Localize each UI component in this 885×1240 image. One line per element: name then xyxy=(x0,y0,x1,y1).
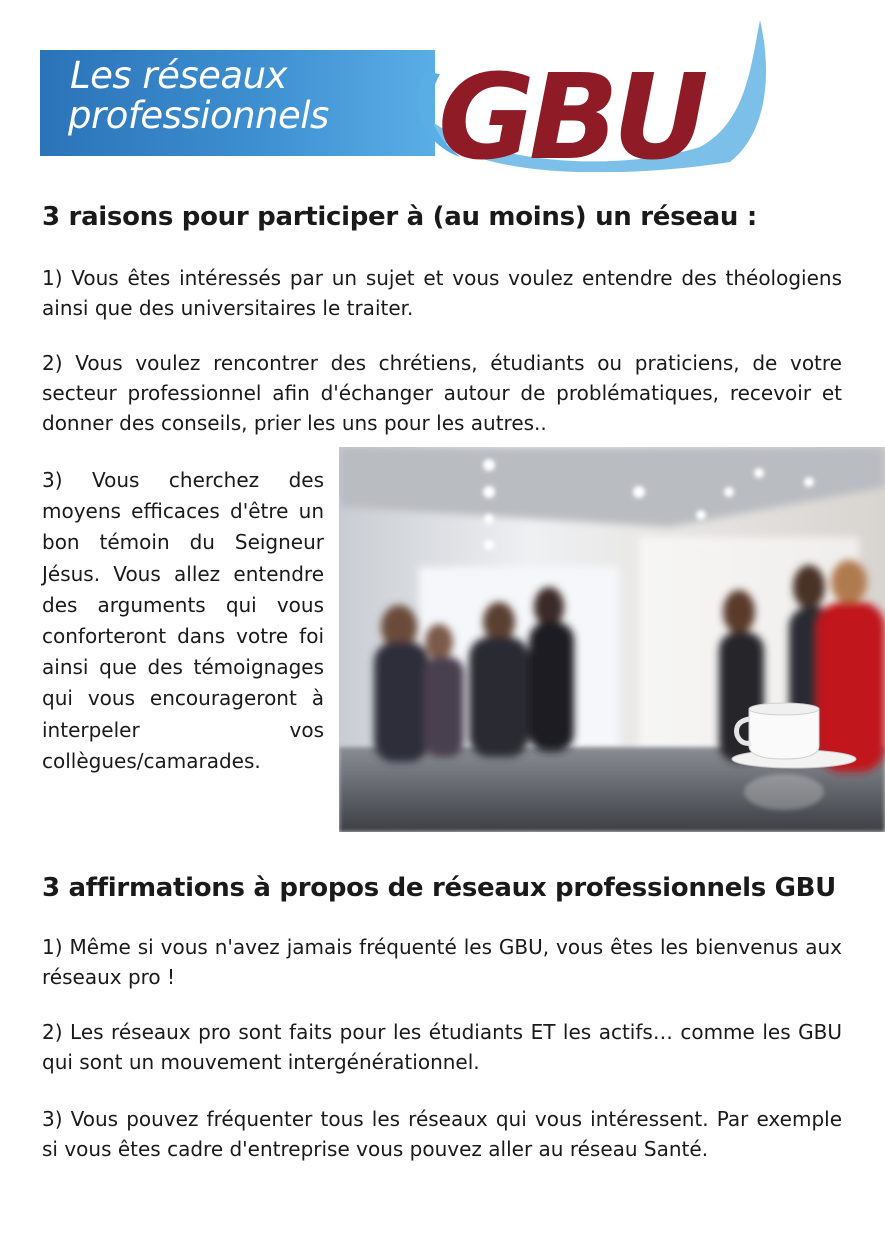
section2-title: 3 affirmations à propos de réseaux professionnels GBU xyxy=(42,873,836,903)
section1-item3: 3) Vous cherchez des moyens efficaces d'être un bon témoin du Seigneur Jésus. Vous allez entendre des arguments qui vous conforteront dans votre foi ainsi que des témoignages qui vous encourageront à interpeler vos collègues/camarades. xyxy=(42,468,324,773)
section1-item2: 2) Vous voulez rencontrer des chrétiens, étudiants ou praticiens, de votre secteur professionnel afin d'échanger autour de problématiques, recevoir et donner des conseils, prier les uns pour les autres.. xyxy=(42,351,842,435)
section1-item1: 1) Vous êtes intéressés par un sujet et vous voulez entendre des théologiens ainsi que des universitaires le traiter. xyxy=(42,266,842,320)
header-banner xyxy=(40,12,770,172)
banner-title xyxy=(70,56,329,136)
logo-text: GBU xyxy=(438,48,703,172)
banner-line-1: Les réseaux xyxy=(70,54,287,97)
networking-event-photo xyxy=(339,447,885,832)
section1-title: 3 raisons pour participer à (au moins) un réseau : xyxy=(42,202,757,232)
section2-item1: 1) Même si vous n'avez jamais fréquenté les GBU, vous êtes les bienvenus aux réseaux pro ! xyxy=(42,935,842,989)
section2-item3: 3) Vous pouvez fréquenter tous les réseaux qui vous intéressent. Par exemple si vous êtes cadre d'entreprise vous pouvez aller au réseau Santé. xyxy=(42,1107,842,1161)
section2-item2: 2) Les réseaux pro sont faits pour les étudiants ET les actifs… comme les GBU qui sont un mouvement intergénérationnel. xyxy=(42,1020,842,1074)
banner-line-2: professionnels xyxy=(68,94,329,137)
photo-illustration xyxy=(339,447,885,832)
gbu-logo xyxy=(400,12,770,172)
